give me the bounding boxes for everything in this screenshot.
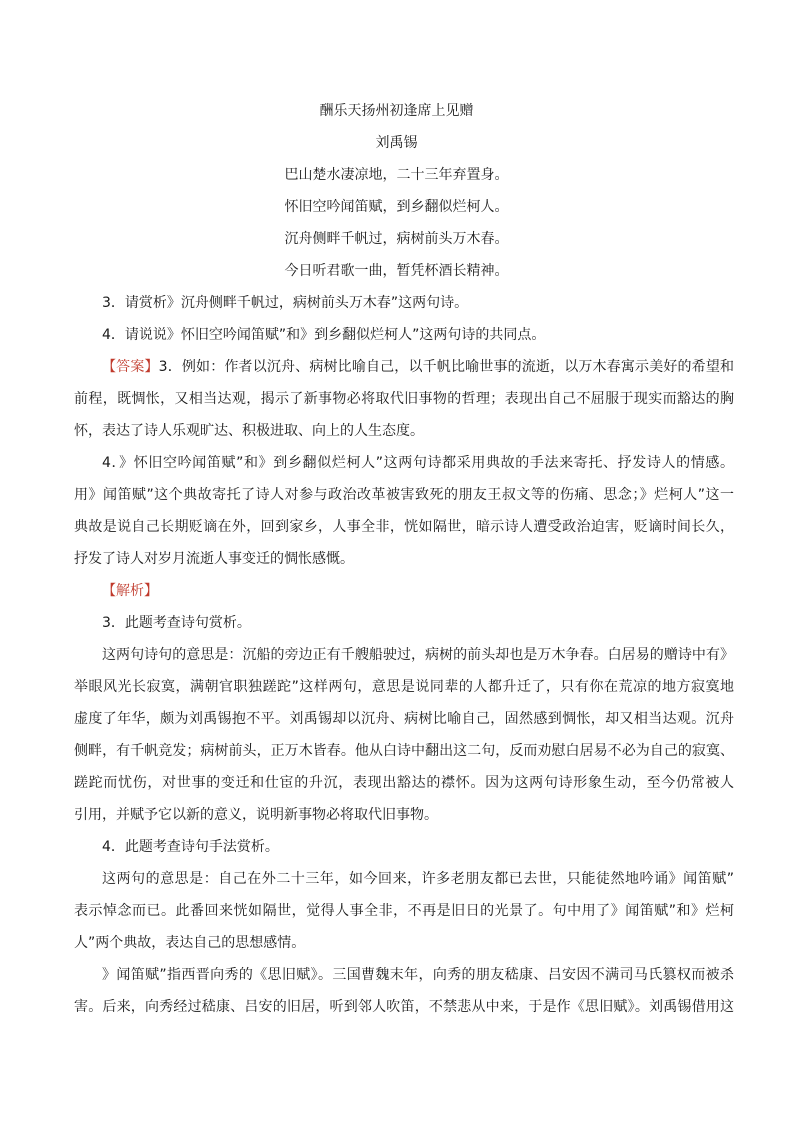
answer-line: 典故是说自己长期贬谪在外，回到家乡，人事全非，恍如隔世，暗示诗人遭受政治迫害，贬谪时间长久， [74, 519, 734, 535]
poem-author: 刘禹锡 [375, 135, 418, 151]
analysis-line: 表示悼念而已。此番回来恍如隔世，觉得人事全非，不再是旧日的光景了。句中用了》闻笛赋”和》烂柯 [74, 903, 734, 919]
poem-title: 酬乐天扬州初逢席上见赠 [319, 103, 474, 119]
poem-line: 沉舟侧畔千帆过，病树前头万木春。 [284, 231, 509, 247]
analysis-line: 侧畔，有千帆竞发；病树前头，正万木皆春。他从白诗中翻出这二句，反而劝慰白居易不必为自己的寂寞、 [74, 743, 734, 759]
analysis-line: 》闻笛赋”指西晋向秀的《思旧赋》。三国曹魏末年，向秀的朋友嵇康、吕安因不满司马氏篡权而被杀 [102, 967, 734, 983]
analysis-line: 这两句诗句的意思是：沉船的旁边正有千艘船驶过，病树的前头却也是万木争春。白居易的赠诗中有》 [102, 647, 734, 663]
analysis-line: 蹉跎而忧伤，对世事的变迁和仕宦的升沉，表现出豁达的襟怀。因为这两句诗形象生动，至今仍常被人 [74, 775, 734, 791]
analysis-line: 人”两个典故，表达自己的思想感情。 [74, 935, 306, 951]
analysis-line: 虚度了年华，颇为刘禹锡抱不平。刘禹锡却以沉舟、病树比喻自己，固然感到惆怅，却又相当达观。沉舟 [74, 711, 734, 727]
poem-line: 巴山楚水凄凉地，二十三年弃置身。 [284, 167, 509, 183]
answer-line: 4．》怀旧空吟闻笛赋”和》到乡翻似烂柯人”这两句诗都采用典故的手法来寄托、抒发诗人的情感。 [102, 455, 734, 471]
answer-line: 前程，既惆怅，又相当达观，揭示了新事物必将取代旧事物的哲理；表现出自己不屈服于现实而豁达的胸 [74, 391, 734, 407]
answer-line [102, 357, 734, 377]
poem-line: 今日听君歌一曲，暂凭杯酒长精神。 [284, 263, 509, 279]
analysis-line: 引用，并赋予它以新的意义，说明新事物必将取代旧事物。 [74, 807, 438, 823]
analysis-q3-heading: 3．此题考查诗句赏析。 [102, 615, 251, 631]
analysis-line: 举眼风光长寂寞，满朝官职独蹉跎”这样两句，意思是说同辈的人都升迁了，只有你在荒凉的地方寂寞地 [74, 679, 734, 695]
answer-text: 3．例如：作者以沉舟、病树比喻自己，以千帆比喻世事的流逝，以万木春寓示美好的希望和 [158, 359, 735, 375]
answer-line: 用》闻笛赋”这个典故寄托了诗人对参与政治改革被害致死的朋友王叔文等的伤痛、思念；》烂柯人”这一 [74, 487, 734, 503]
analysis-line: 害。后来，向秀经过嵇康、吕安的旧居，听到邻人吹笛，不禁悲从中来，于是作《思旧赋》。刘禹锡借用这 [74, 999, 734, 1015]
answer-tag: 【答案】 [102, 359, 159, 375]
answer-line: 抒发了诗人对岁月流逝人事变迁的惆怅感慨。 [74, 551, 354, 567]
analysis-q4-heading: 4．此题考查诗句手法赏析。 [102, 839, 279, 855]
question-3: 3．请赏析》沉舟侧畔千帆过，病树前头万木春”这两句诗。 [102, 295, 469, 311]
analysis-line: 这两句的意思是：自己在外二十三年，如今回来，许多老朋友都已去世，只能徒然地吟诵》闻笛赋” [102, 871, 734, 887]
poem-line: 怀旧空吟闻笛赋，到乡翻似烂柯人。 [284, 199, 509, 215]
answer-line: 怀，表达了诗人乐观旷达、积极进取、向上的人生态度。 [74, 423, 424, 439]
analysis-tag: 【解析】 [102, 583, 158, 599]
question-4: 4．请说说》怀旧空吟闻笛赋”和》到乡翻似烂柯人”这两句诗的共同点。 [102, 327, 546, 343]
